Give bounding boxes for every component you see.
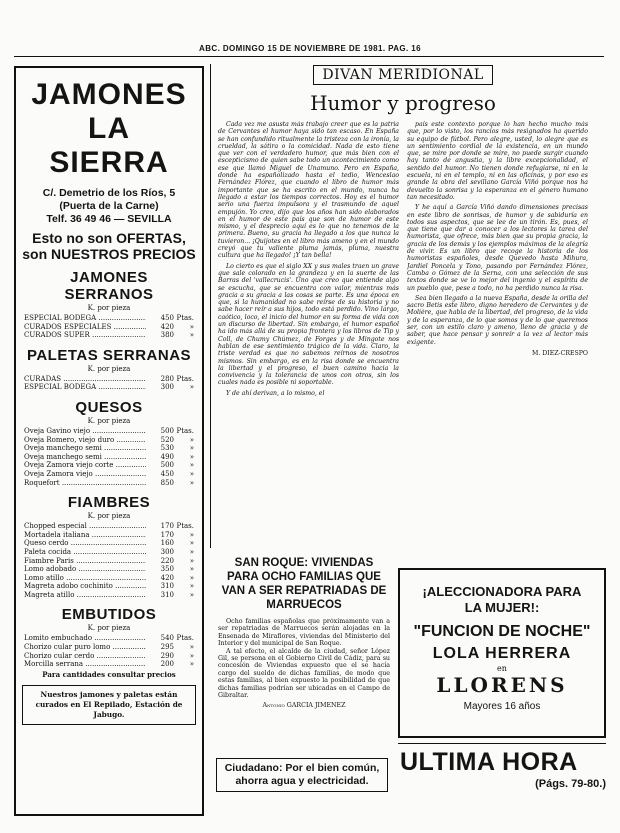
theater-ad-line-2: LA MUJER!: (464, 600, 540, 615)
price-value: 380 (160, 331, 174, 340)
article-paragraph: Y de ahí derivan, a lo mismo, el (226, 389, 325, 397)
price-value: 420 (160, 573, 174, 582)
price-row (24, 323, 194, 332)
price-unit: K. por pieza (87, 304, 131, 312)
price-value: 170 (160, 530, 174, 539)
price-item-name: Magreta adobo cochinito ..... (24, 582, 146, 591)
price-row (24, 479, 194, 488)
article-kicker: DIVAN MERIDIONAL (313, 65, 492, 85)
price-section-title: FIAMBRES (67, 494, 151, 512)
price-row (24, 531, 194, 540)
price-row (24, 565, 194, 574)
price-item-name: Oveja manchego semi ..... (24, 444, 146, 453)
price-row (24, 461, 194, 470)
article-column-2 (407, 121, 588, 397)
article-paragraph: Cada vez me asusta más trabajo creer que es la patria de Cervantes el humor haya sido tan escaso. En España se han confundido ritualmente la tristeza con la ironía, la crueldad, la sátira o la comicidad. Nada de esto tiene que ver con el verdadero humor, que más bien con el escepticismo de quien sabe todo un acontecimiento como ese que llamó Miguel de Unamuno. Pero en España, donde ha españolizado hasta el tedio, Wenceslao Fernández Flórez, que cuando el libro de humor más importante que se ha escrito en el mundo, nunca ha llegado a estar los tiempos correctos. Hoy es el humor serio una fuerza impulsora y el trasmundo de aquel empujón. Yo creo, dijo que los años han sido elaborados en el humor de este país que son de humor de este mismo, y el desprecio aquí es lo que no tenemos de la primera. Bueno, su gracia ha llegado a los que nunca la tuvieron... ¡Quijotes en el libro más ameno y en el mundo creyó que tu valiente pluma jamás, pluma, nuestra cultura que ha llegado! ¡Y tan bella! (218, 121, 399, 260)
price-item-name: Roquefort ..... (24, 479, 146, 488)
price-currency: » (189, 444, 194, 453)
ad-slogan-1: Esto no son OFERTAS, (32, 230, 186, 246)
ad-brand-line-1: JAMONES (31, 78, 187, 111)
news-paragraph: Ocho familias españolas que próximamente van a ser repatriadas de Marruecos serán alojadas en la Ensenada de Miraflores, viviendas del Ministerio del Interior y del municipal de San Roque. (218, 618, 390, 648)
price-section-title: JAMONES SERRANOS (64, 269, 154, 303)
price-value: 220 (160, 556, 174, 565)
last-news (400, 748, 606, 790)
price-item-name: Lomo adobado ..... (24, 565, 146, 574)
price-section-title: EMBUTIDOS (61, 606, 157, 624)
ad-phone: Telf. 36 49 46 — SEVILLA (46, 213, 172, 225)
article-column-1 (218, 121, 399, 397)
last-news-pages: (Págs. 79-80.) (535, 778, 606, 790)
page-header: ABC. DOMINGO 15 DE NOVIEMBRE DE 1981. PAG. 16 (199, 44, 421, 53)
theater-ad (398, 568, 606, 738)
price-item-name: Lomo atillo ..... (24, 574, 146, 583)
citizen-notice-box (216, 758, 388, 792)
price-row (24, 548, 194, 557)
price-currency: » (189, 539, 194, 548)
price-value: 170 (160, 522, 174, 531)
price-currency: Ptas. (176, 522, 194, 531)
price-item-name: Magreta atillo ..... (24, 591, 146, 600)
price-row (24, 591, 194, 600)
price-currency: Ptas. (176, 314, 194, 322)
ad-footer-note: Para cantidades consultar precios (42, 669, 176, 679)
news-body (218, 618, 390, 699)
price-currency: » (189, 461, 194, 470)
curing-note-box: Nuestros jamones y paletas están curados en El Repilado, Estación de Jabugo. (22, 685, 196, 725)
price-value: 295 (160, 643, 174, 652)
price-item-name: ESPECIAL BODEGA ..... (24, 314, 146, 323)
price-currency: » (189, 556, 194, 565)
price-row (24, 436, 194, 445)
header-rule (14, 56, 604, 57)
theater-name: LLORENS (436, 673, 568, 697)
price-row (24, 574, 194, 583)
ham-shop-ad (14, 66, 204, 816)
price-value: 530 (160, 444, 174, 453)
price-item-name: Morcilla serrana ..... (24, 660, 146, 669)
price-unit: K. por pieza (87, 512, 131, 521)
price-value: 490 (160, 452, 174, 461)
price-value: 160 (160, 539, 174, 548)
news-headline: SAN ROQUE: VIVIENDAS PARA OCHO FAMILIAS QUE VAN A SER REPATRIADAS DE MARRUECOS (221, 557, 387, 611)
price-value: 200 (160, 660, 174, 669)
price-section-title: PALETAS SERRANAS (26, 346, 192, 364)
price-value: 310 (160, 582, 174, 591)
article-headline: Humor y progreso (310, 91, 496, 115)
price-value: 540 (160, 634, 174, 643)
price-currency: Ptas. (176, 374, 194, 383)
price-currency: » (189, 469, 194, 478)
price-value: 850 (160, 478, 174, 487)
last-news-title: ULTIMA HORA (400, 748, 578, 776)
price-currency: » (189, 660, 194, 669)
price-currency: » (189, 383, 194, 392)
price-item-name: Oveja Zamora viejo ..... (24, 470, 146, 479)
price-row (24, 383, 194, 392)
price-item-name: Oveja Romero, viejo duro ..... (24, 436, 146, 445)
price-row (24, 652, 194, 661)
price-currency: » (189, 573, 194, 582)
price-unit: K. por pieza (87, 364, 131, 373)
price-value: 420 (160, 322, 174, 331)
theater-ad-line-1: ¡ALECCIONADORA PARA (422, 584, 582, 599)
price-item-name: Paleta cocida ..... (24, 548, 146, 557)
price-item-name: Chorizo cular puro lomo ..... (24, 643, 146, 652)
price-value: 500 (160, 461, 174, 470)
price-list (16, 269, 202, 669)
price-item-name: Oveja manchego semi ..... (24, 453, 146, 462)
price-value: 450 (160, 469, 174, 478)
ad-address: C/. Demetrio de los Ríos, 5 (42, 187, 176, 199)
price-row (24, 470, 194, 479)
news-byline: Antonio GARCIA JIMENEZ (262, 702, 346, 710)
price-row (24, 539, 194, 548)
price-item-name: CURADAS ..... (24, 375, 146, 384)
price-value: 290 (160, 651, 174, 660)
price-currency: » (189, 530, 194, 539)
price-item-name: Mortadela italiana ..... (24, 531, 146, 540)
theater-connector: en (497, 664, 507, 673)
price-value: 280 (160, 374, 174, 383)
price-unit: K. por pieza (87, 416, 131, 425)
price-row (24, 375, 194, 384)
ad-address-2: (Puerta de la Carne) (59, 200, 159, 212)
price-currency: » (189, 590, 194, 599)
price-currency: » (189, 478, 194, 487)
price-item-name: Chopped especial ..... (24, 522, 146, 531)
price-currency: » (189, 547, 194, 556)
ad-slogan-2: son NUESTROS PRECIOS (22, 246, 196, 262)
price-value: 300 (160, 383, 174, 392)
ad-brand-line-3: SIERRA (49, 146, 169, 179)
article-paragraph: Lo cierto es que el siglo XX y sus males traen un grave que sale colorado en la grandeza y en la suerte de las Barras del 'vallecrucis'. Uno que creo que entiende algo se escucha, que se encuentra con valor, mientras más gracia a su gracia a las cosas se parte. Es una época en que, si la humanidad no sabe reírse de su historia y no sabe hacer reír a sus hijos, todo está perdido. Vino largo, caótico, loco, el inicio del humor en su forma de vida con un discurso de libertad. Sin embargo, el humor español ha ido más allá de su propia frontera y los libros de Tip y Coll, de Chumy Chúmez, de Forges y de Mingote nos hablan de ese sentimiento trágico de la vida. Claro, la triste verdad es que no sabemos reírnos de nosotros mismos. Sin embargo, es en la risa donde se encuentra la libertad y el progreso, el buen camino hacia la convivencia y la tolerancia de unos con otros, sin los cuales nada es posible ni soportable. (218, 262, 399, 387)
article-paragraph: Sea bien llegado a la nueva España, desde la orilla del sacro Betis este libro, digno heredero de Cervantes y de Molière, que habla de la libertad, del progreso, de la vida y de la esperanza, de lo que somos y de lo que queremos ser, con un estilo claro y ameno, lleno de gracia y de saber, que hace pensar y sonreír a la vez al lector más exigente. (407, 294, 588, 346)
price-item-name: Oveja Zamora viejo corte ..... (24, 461, 146, 470)
price-currency: » (189, 452, 194, 461)
price-value: 450 (160, 314, 174, 322)
price-row (24, 582, 194, 591)
price-item-name: Fiambre Paris ..... (24, 557, 146, 566)
price-currency: » (189, 651, 194, 660)
price-value: 300 (160, 547, 174, 556)
news-paragraph: A tal efecto, el alcalde de la ciudad, señor López Gil, se persona en el Gobierno Civil de Cádiz, para su concesión de Viviendas expuesto que el se hacía cargo del sueldo de dichas familias, de modo que estas familias, al bien expuesto la posibilidad de que dichas familias podrían ser ubicadas en el Campo de Gibraltar. (218, 647, 390, 700)
price-item-name: ESPECIAL BODEGA ..... (24, 383, 146, 392)
price-currency: » (189, 435, 194, 444)
play-title: "FUNCION DE NOCHE" (413, 623, 591, 640)
star-name: LOLA HERRERA (432, 645, 572, 662)
price-row (24, 634, 194, 643)
price-item-name: CURADOS ESPECIALES ..... (24, 323, 146, 332)
price-item-name: Queso cerdo ..... (24, 539, 146, 548)
price-row (24, 453, 194, 462)
news-san-roque (218, 556, 390, 710)
price-currency: » (189, 331, 194, 340)
column-rule (210, 64, 211, 548)
price-row (24, 557, 194, 566)
price-currency: » (189, 643, 194, 652)
price-currency: Ptas. (176, 426, 194, 435)
price-item-name: CURADOS SUPER ..... (24, 331, 146, 340)
price-row (24, 444, 194, 453)
price-row (24, 314, 194, 323)
article-paragraph: Y he aquí a García Viñó dando dimensiones precisas en este libro de sonrisas, de humor y de sabiduría en todos sus aspectos, que se lee de un tirón. Es, pues, el que tiene que dar a conocer a los lectores la tarea del humorista, que ofrece, más bien que su propia gracia, la gracia de los demás y los ejemplos máximos de la alegría de vivir. Es un libro que recoge la historia de los humoristas españoles, desde Quevedo hasta Mihura, Jardiel Poncela y Tono, pasando por Fernández Flórez, Camba o Gómez de la Serna, con una selección de sus textos donde se ve lo mejor del ingenio y el espíritu de un pueblo que, pese a todo, no ha perdido nunca la risa. (407, 204, 588, 292)
price-section-title: QUESOS (75, 398, 143, 416)
price-row (24, 331, 194, 340)
price-currency: » (189, 565, 194, 574)
notice-line-1: Ciudadano: Por el bien común, (224, 762, 380, 774)
age-rating: Mayores 16 años (463, 701, 541, 712)
article-paragraph: país este contexto porque lo han hecho mucho más que, por lo visto, los rancios más resignados ha querido su equipo de fútbol. Pero alegre, usted, lo alegre que es un sentimiento cordial de la existencia, en un mundo que, se mire por donde se mire, no puede surgir cuando hay tanto de angustia, y la libre excepcionalidad, el sentido del humor. No tienen donde refugiarse, ni en la escuela, ni en el templo, ni en las oficinas, y por eso es grande la obra del sevillano García Viñó porque nos ha devuelto la sonrisa y la esperanza en el género humano tan necesitado. (407, 121, 588, 201)
article-signature: M. DIEZ-CRESPO (532, 349, 588, 357)
price-item-name: Lomito embuchado ..... (24, 634, 146, 643)
ad-brand-line-2: LA (88, 112, 130, 145)
notice-line-2: ahorra agua y electricidad. (235, 775, 369, 787)
price-item-name: Oveja Gavino viejo ..... (24, 427, 146, 436)
price-value: 350 (160, 565, 174, 574)
price-item-name: Chorizo cular cerdo ..... (24, 652, 146, 661)
price-currency: Ptas. (176, 634, 194, 643)
price-unit: K. por pieza (87, 624, 131, 633)
price-row (24, 427, 194, 436)
price-value: 310 (160, 590, 174, 599)
price-currency: » (189, 582, 194, 591)
article (218, 64, 588, 397)
price-value: 500 (160, 426, 174, 435)
price-row (24, 522, 194, 531)
price-row (24, 660, 194, 669)
price-value: 520 (160, 435, 174, 444)
last-news-rule (398, 743, 606, 744)
price-row (24, 643, 194, 652)
price-currency: » (189, 322, 194, 331)
